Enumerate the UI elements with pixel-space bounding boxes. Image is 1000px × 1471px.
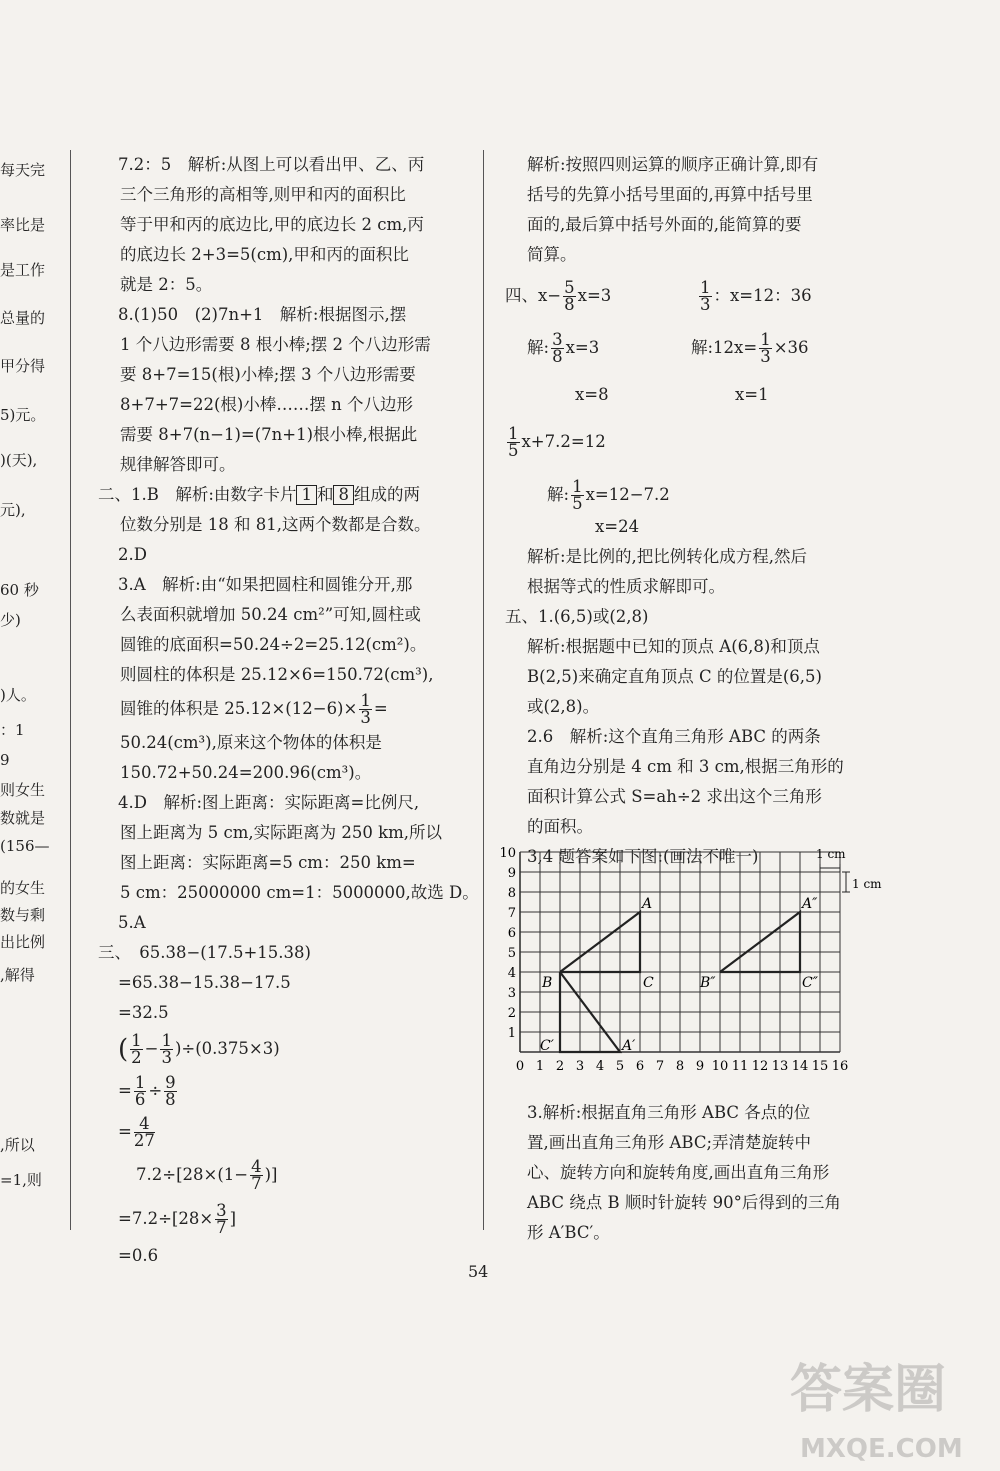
y-tick-label: 6 <box>507 926 516 941</box>
x-tick-label: 2 <box>555 1059 565 1074</box>
section-2-answer-2: 2.D <box>118 545 147 564</box>
text-span: − <box>144 1039 159 1058</box>
fragment-line: 数与剩 <box>0 906 46 924</box>
fragment-line: 是工作 <box>0 261 46 279</box>
equation-3 <box>505 422 606 462</box>
answer-8 <box>118 300 463 480</box>
text-line <box>118 1028 463 1071</box>
scale-label-y: 1 cm <box>852 877 882 891</box>
x-tick-label: 8 <box>675 1059 685 1074</box>
text-span: 组成的两 <box>353 485 420 504</box>
column-divider-right <box>483 150 484 1230</box>
text-span: 圆锥的体积是 25.12×(12−6)× <box>120 699 358 718</box>
section-5-note-1 <box>505 632 875 722</box>
fraction <box>133 1113 155 1150</box>
text-line: 三个三角形的高相等,则甲和丙的面积比 <box>120 185 406 204</box>
numerator: 9 <box>165 1072 176 1092</box>
result-x-1: x=1 <box>735 385 769 404</box>
text-line: 简算。 <box>527 245 577 264</box>
text-line <box>118 1071 463 1111</box>
text-line: 3.A 解析:由“如果把圆柱和圆锥分开,那 <box>118 575 413 594</box>
x-tick-label: 5 <box>615 1059 625 1074</box>
text-span: x=12−7.2 <box>585 485 670 504</box>
x-tick-label: 1 <box>535 1059 545 1074</box>
fraction <box>759 332 772 365</box>
section-2-answer-4 <box>118 788 479 908</box>
text-line: 就是 2：5。 <box>120 275 213 294</box>
text-line: 么表面积就增加 50.24 cm²”可知,圆柱或 <box>120 605 421 624</box>
fraction <box>699 280 712 313</box>
fragment-line: 元), <box>0 501 26 519</box>
x-tick-label: 13 <box>771 1059 789 1074</box>
section-2-answer-1 <box>98 480 463 540</box>
x-tick-label: 15 <box>811 1059 829 1074</box>
text-line: 需要 8+7(n−1)=(7n+1)根小棒,根据此 <box>120 425 418 444</box>
x-tick-label: 7 <box>655 1059 665 1074</box>
text-line: 等于甲和丙的底边比,甲的底边长 2 cm,丙 <box>120 215 424 234</box>
section-4-note <box>505 542 875 602</box>
section-5-answer-1: 五、1.(6,5)或(2,8) <box>505 607 649 626</box>
x-tick-label: 4 <box>595 1059 605 1074</box>
equation-2 <box>697 276 812 316</box>
label-b: B <box>542 975 553 991</box>
text-line: 3.解析:根据直角三角形 ABC 各点的位 <box>527 1103 811 1122</box>
text-line: 解析:是比例的,把比例转化成方程,然后 <box>527 547 808 566</box>
text-line: 解析:根据题中已知的顶点 A(6,8)和顶点 <box>527 637 820 656</box>
text-line: 规律解答即可。 <box>120 455 236 474</box>
x-tick-label: 10 <box>711 1059 729 1074</box>
text-line <box>118 1153 463 1197</box>
text-line: 4.D 解析:图上距离：实际距离=比例尺, <box>118 793 420 812</box>
text-line: 置,画出直角三角形 ABC;弄清楚旋转中 <box>527 1133 812 1152</box>
denominator: 5 <box>508 441 519 460</box>
denominator: 7 <box>216 1217 227 1237</box>
fragment-line: ：1 <box>0 721 25 739</box>
y-tick-label: 3 <box>507 986 516 1001</box>
text-span: x+7.2=12 <box>521 432 606 451</box>
section-4-equations <box>505 270 875 520</box>
y-tick-label: 7 <box>507 906 516 921</box>
numerator: 1 <box>131 1031 142 1050</box>
label-a2: A″ <box>802 896 818 912</box>
fraction <box>215 1200 228 1237</box>
denominator: 5 <box>572 494 583 513</box>
coordinate-grid-figure <box>500 840 890 1099</box>
text-line: 150.72+50.24=200.96(cm³)。 <box>120 763 372 782</box>
denominator: 2 <box>131 1048 142 1067</box>
fragment-line: 则女生 <box>0 781 46 799</box>
text-line: =32.5 <box>118 1003 169 1022</box>
text-span: 四、x− <box>505 286 562 305</box>
text-line: 位数分别是 18 和 81,这两个数都是合数。 <box>120 515 431 534</box>
text-line: 三、 65.38−(17.5+15.38) <box>98 943 311 962</box>
label-c: C <box>643 975 654 991</box>
watermark-graphic <box>782 1345 992 1465</box>
numerator: 1 <box>572 477 583 496</box>
text-span: ×36 <box>773 338 809 357</box>
page-number: 54 <box>468 1262 489 1281</box>
fragment-line: )人。 <box>0 686 36 704</box>
y-tick-label: 8 <box>507 886 516 901</box>
solution-2 <box>691 328 809 368</box>
fraction <box>571 479 584 512</box>
y-tick-label: 10 <box>500 846 516 861</box>
result-x-24: x=24 <box>595 517 640 536</box>
text-line: 圆锥的底面积=50.24÷2=25.12(cm²)。 <box>120 635 427 654</box>
section-2-answer-3 <box>118 570 463 788</box>
y-tick-label: 2 <box>507 1006 516 1021</box>
fragment-line: (156— <box>0 837 50 855</box>
text-span: ] <box>229 1208 237 1228</box>
text-line: 8.(1)50 (2)7n+1 解析:根据图示,摆 <box>118 305 407 324</box>
text-span: x=3 <box>577 286 612 305</box>
fragment-line: =1,则 <box>0 1171 42 1189</box>
text-line: ABC 绕点 B 顺时针旋转 90°后得到的三角 <box>527 1193 841 1212</box>
section-5-answer-2 <box>505 722 875 842</box>
text-line: 形 A′BC′。 <box>527 1223 610 1242</box>
fragment-line: 数就是 <box>0 809 46 827</box>
column-divider-left <box>70 150 71 1230</box>
section-3-note <box>505 150 875 270</box>
numerator: 1 <box>760 330 771 349</box>
watermark-line-2: MXQE.COM <box>800 1434 963 1464</box>
fraction <box>507 426 520 459</box>
digit-card: 8 <box>333 485 354 505</box>
denominator: 3 <box>760 347 771 366</box>
text-line: 圆锥的体积是 25.12×(12−6)× $\frac{1}{3}$ = <box>120 691 388 727</box>
text-line: 则圆柱的体积是 25.12×6=150.72(cm³), <box>120 665 434 684</box>
grid-lines <box>520 852 840 1052</box>
label-a: A <box>642 896 653 912</box>
right-column <box>505 150 875 872</box>
text-line: 50.24(cm³),原来这个物体的体积是 <box>120 733 382 752</box>
text-line: 2.6 解析:这个直角三角形 ABC 的两条 <box>527 727 821 746</box>
text-line: 根据等式的性质求解即可。 <box>527 577 725 596</box>
label-c1: C′ <box>540 1038 554 1054</box>
x-tick-label: 16 <box>831 1059 849 1074</box>
numerator: 4 <box>134 1116 155 1133</box>
fraction <box>250 1156 263 1193</box>
numerator: 1 <box>700 278 711 297</box>
text-span: = <box>118 1121 132 1141</box>
text-span: 和 <box>316 485 334 504</box>
fraction <box>130 1033 143 1066</box>
fraction <box>359 693 372 726</box>
text-span: x=3 <box>565 338 600 357</box>
text-line: 或(2,8)。 <box>527 697 600 716</box>
y-tick-label: 5 <box>507 946 516 961</box>
denominator: 8 <box>552 347 563 366</box>
section-2-answer-5: 5.A <box>118 913 146 932</box>
numerator: 1 <box>508 424 519 443</box>
x-tick-label: 9 <box>695 1059 705 1074</box>
text-span: )] <box>264 1164 278 1184</box>
numerator: 1 <box>134 1072 146 1092</box>
text-span: 二、1.B 解析:由数字卡片 <box>98 485 297 504</box>
solution-1 <box>527 328 599 368</box>
denominator: 3 <box>161 1048 172 1067</box>
fragment-line: 甲分得 <box>0 357 46 375</box>
text-line: 要 8+7=15(根)小棒;摆 3 个八边形需要 <box>120 365 416 384</box>
text-span: = <box>118 1080 132 1100</box>
label-c2: C″ <box>802 975 818 991</box>
text-line: 直角边分别是 4 cm 和 3 cm,根据三角形的 <box>527 757 844 776</box>
x-tick-label: 14 <box>791 1059 809 1074</box>
denominator: 3 <box>700 295 711 314</box>
text-line: 面积计算公式 S=ah÷2 求出这个三角形 <box>527 787 822 806</box>
text-line: 括号的先算小括号里面的,再算中括号里 <box>527 185 813 204</box>
numerator: 5 <box>564 278 575 297</box>
fragment-line: 每天完 <box>0 161 46 179</box>
fragment-line: ,所以 <box>0 1136 35 1154</box>
watermark-line-1: 答案圈 <box>790 1360 947 1420</box>
text-line: 的面积。 <box>527 817 593 836</box>
y-tick-label: 9 <box>507 866 516 881</box>
denominator: 3 <box>360 708 371 727</box>
x-tick-label: 6 <box>635 1059 645 1074</box>
middle-column <box>98 150 479 1271</box>
numerator: 3 <box>216 1200 227 1220</box>
paren: ( <box>118 1034 129 1065</box>
text-line: 图上距离：实际距离=5 cm：250 km= <box>120 853 416 872</box>
fragment-line: 9 <box>0 751 10 769</box>
label-a1: A′ <box>622 1038 636 1054</box>
section-5-answer-3-4: 3,4 题答案如下图:(画法不唯一) <box>527 847 759 866</box>
text-line <box>118 1111 463 1153</box>
text-span: 7.2÷[28×(1− <box>136 1164 249 1184</box>
text-line: 5 cm：25000000 cm=1：5000000,故选 D。 <box>120 883 479 902</box>
text-span: =7.2÷[28× <box>118 1208 214 1228</box>
text-span: 解: <box>547 485 570 504</box>
solution-3 <box>547 475 670 515</box>
fraction <box>551 332 564 365</box>
text-line: =65.38−15.38−17.5 <box>118 973 291 992</box>
watermark-logo <box>782 1345 992 1469</box>
text-line: 1 个八边形需要 8 根小棒;摆 2 个八边形需 <box>120 335 431 354</box>
fragment-line: 率比是 <box>0 216 46 234</box>
fraction <box>134 1072 147 1109</box>
fragment-line: 出比例 <box>0 933 46 951</box>
denominator: 8 <box>165 1089 176 1109</box>
digit-card: 1 <box>296 485 317 505</box>
result-x-8: x=8 <box>575 385 609 404</box>
denominator: 8 <box>564 295 575 314</box>
fraction <box>164 1072 177 1109</box>
text-line: =0.6 <box>118 1245 159 1265</box>
numerator: 4 <box>251 1156 262 1176</box>
text-line <box>98 480 463 510</box>
text-span: ÷ <box>148 1080 163 1100</box>
y-tick-label: 4 <box>507 966 516 981</box>
x-tick-label: 3 <box>575 1059 585 1074</box>
answer-7 <box>118 150 463 300</box>
text-line: 面的,最后算中括号外面的,能简算的要 <box>527 215 802 234</box>
fragment-line: 总量的 <box>0 309 46 327</box>
fragment-line: 60 秒 <box>0 581 39 599</box>
numerator: 3 <box>552 330 563 349</box>
fragment-line: )(天), <box>0 451 38 469</box>
numerator: 1 <box>360 691 371 710</box>
text-line: 7.2：5 解析:从图上可以看出甲、乙、丙 <box>118 155 425 174</box>
text-span: ：x=12：36 <box>713 286 812 305</box>
fragment-line: 的女生 <box>0 879 46 897</box>
x-tick-label: 0 <box>515 1059 525 1074</box>
x-tick-label: 12 <box>751 1059 769 1074</box>
coordinate-grid <box>500 840 890 1095</box>
text-span: )÷(0.375×3) <box>174 1039 280 1058</box>
text-line: B(2,5)来确定直角顶点 C 的位置是(6,5) <box>527 667 822 686</box>
denominator: 6 <box>134 1089 146 1109</box>
section-3-calc <box>98 938 463 1271</box>
fragment-line: ,解得 <box>0 966 35 984</box>
fraction <box>160 1033 173 1066</box>
equation-1 <box>505 276 611 316</box>
numerator: 1 <box>161 1031 172 1050</box>
scale-label-x: 1 cm <box>816 847 846 861</box>
section-5-note-3 <box>527 1098 877 1248</box>
text-line: 的底边长 2+3=5(cm),甲和丙的面积比 <box>120 245 409 264</box>
text-line <box>118 1197 463 1241</box>
text-span: 解:12x= <box>691 338 758 357</box>
fraction <box>563 280 576 313</box>
text-line: 图上距离为 5 cm,实际距离为 250 km,所以 <box>120 823 442 842</box>
text-line: 心、旋转方向和旋转角度,画出直角三角形 <box>527 1163 830 1182</box>
text-line: 8+7+7=22(根)小棒……摆 n 个八边形 <box>120 395 413 414</box>
fragment-line: 少) <box>0 611 21 629</box>
denominator: 27 <box>133 1130 155 1150</box>
label-b2: B″ <box>700 975 716 991</box>
y-tick-label: 1 <box>507 1026 516 1041</box>
fragment-line: 5)元。 <box>0 406 46 424</box>
text-line: 解析:按照四则运算的顺序正确计算,即有 <box>527 155 819 174</box>
x-tick-label: 11 <box>731 1059 749 1074</box>
denominator: 7 <box>251 1173 262 1193</box>
text-span: 解: <box>527 338 550 357</box>
